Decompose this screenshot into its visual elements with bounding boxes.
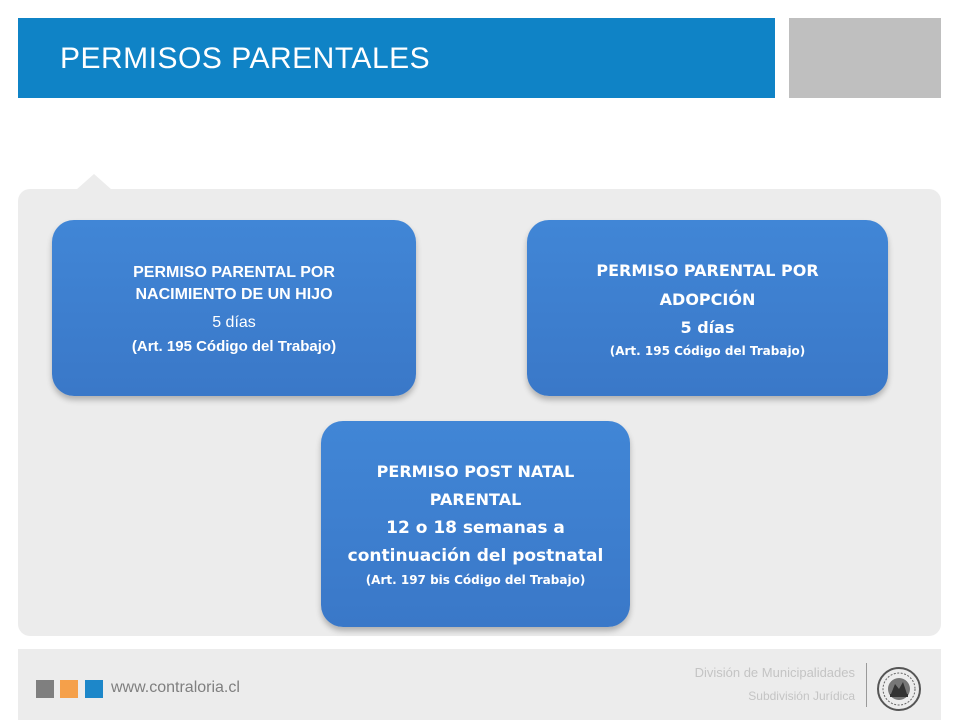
orange-square-icon	[60, 680, 78, 698]
card-duration-line: 12 o 18 semanas a	[386, 518, 565, 538]
header-gray-block	[789, 18, 941, 98]
blue-square-icon	[85, 680, 103, 698]
card-title-line: PARENTAL	[429, 490, 522, 509]
website-link[interactable]: www.contraloria.cl	[111, 679, 240, 696]
subdivision-label: Subdivisión Jurídica	[748, 689, 855, 703]
title-bar	[18, 18, 775, 98]
card-title-line: PERMISO POST NATAL	[376, 462, 575, 481]
card-article: (Art. 195 Código del Trabajo)	[609, 344, 806, 358]
slide-title: PERMISOS PARENTALES	[60, 42, 431, 75]
division-label: División de Municipalidades	[694, 665, 855, 680]
card-adoption-leave	[527, 220, 888, 396]
footer	[18, 649, 941, 720]
card-article: (Art. 197 bis Código del Trabajo)	[365, 573, 586, 587]
card-title-line: PERMISO PARENTAL POR	[596, 261, 819, 280]
card-duration-line: continuación del postnatal	[347, 546, 604, 566]
card-birth-leave	[52, 220, 416, 396]
contraloria-seal-icon	[876, 666, 922, 712]
card-postnatal-leave	[321, 421, 630, 627]
card-title-line: NACIMIENTO DE UN HIJO	[135, 285, 333, 303]
gray-square-icon	[36, 680, 54, 698]
card-article: (Art. 195 Código del Trabajo)	[131, 337, 337, 355]
panel-notch	[76, 174, 112, 190]
card-title-line: ADOPCIÓN	[659, 290, 756, 309]
card-title-line: PERMISO PARENTAL POR	[133, 263, 335, 281]
footer-divider	[866, 663, 867, 707]
card-duration: 5 días	[680, 318, 735, 337]
card-duration: 5 días	[212, 313, 256, 331]
